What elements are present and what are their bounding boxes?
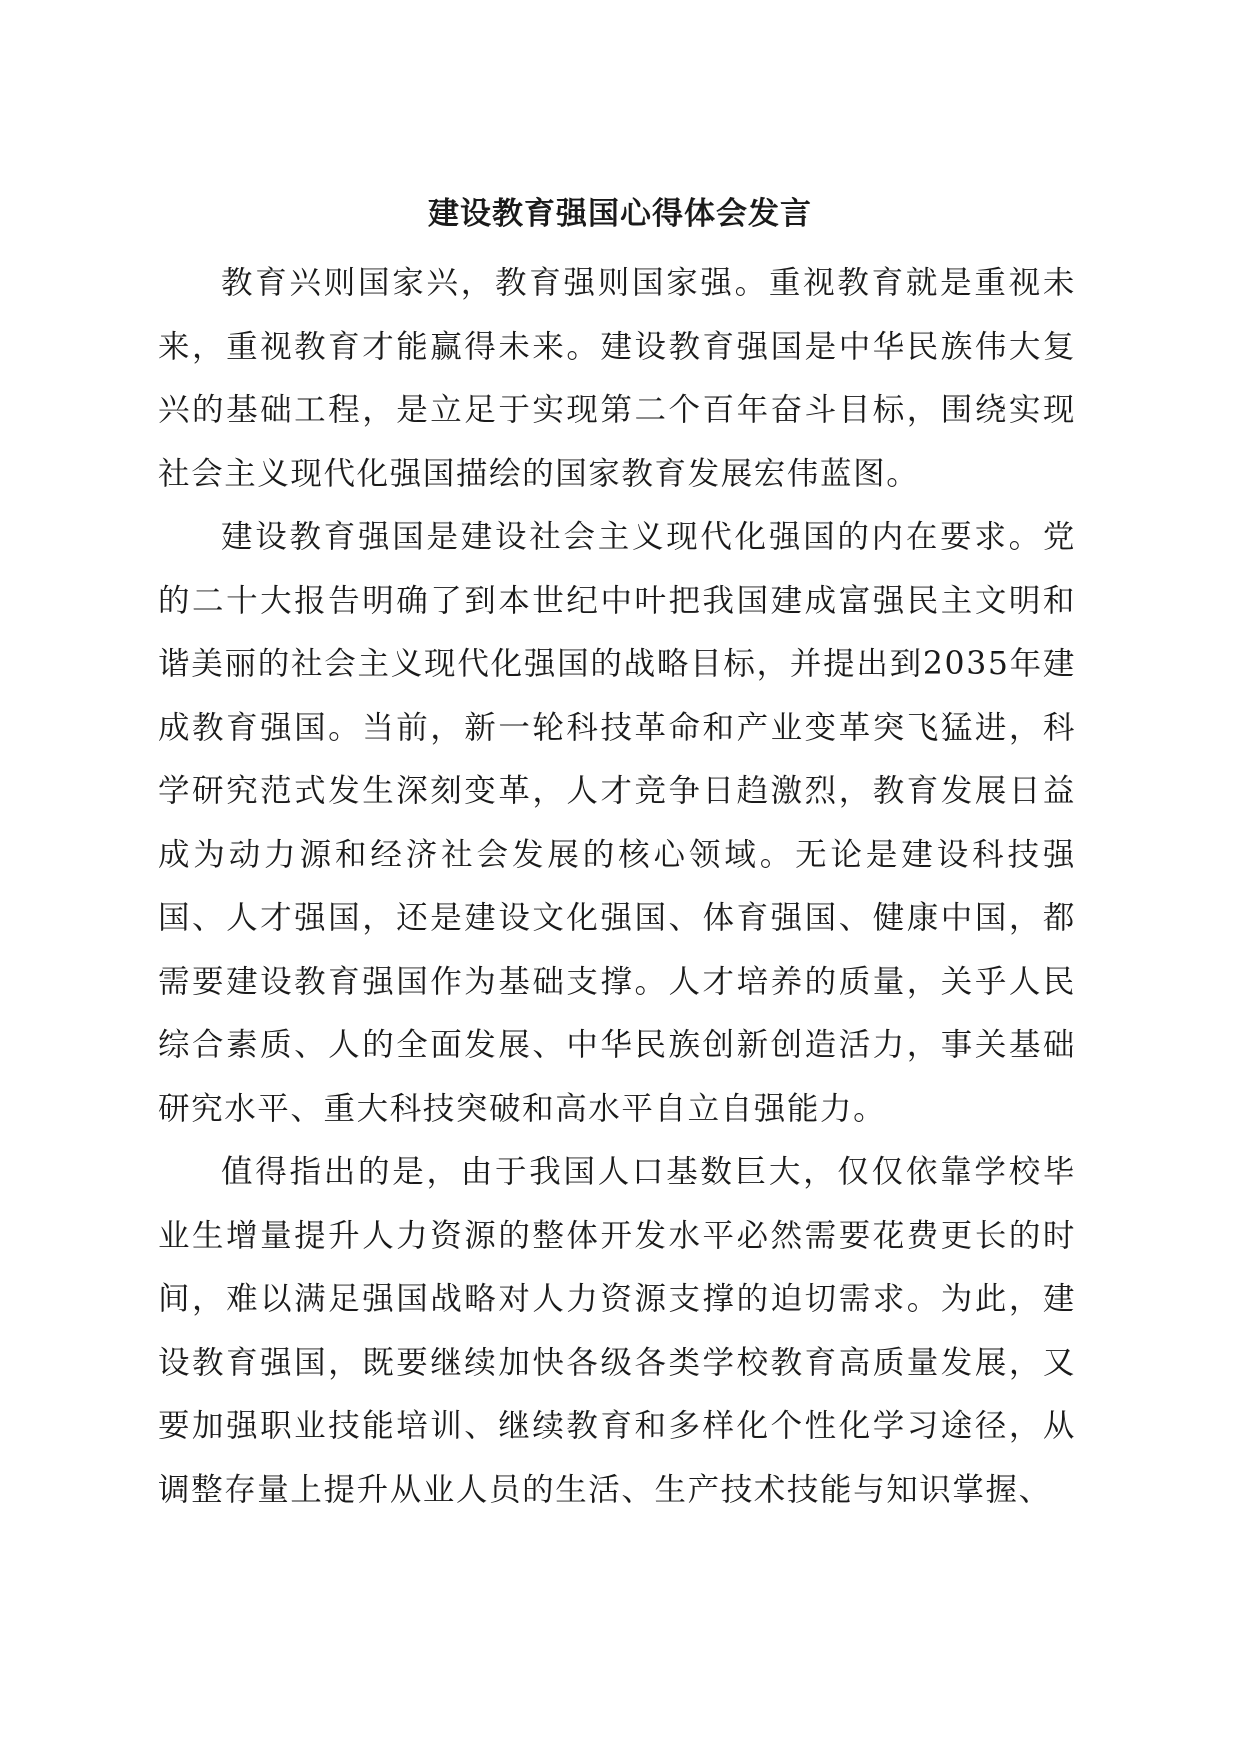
paragraph-2: 建设教育强国是建设社会主义现代化强国的内在要求。党的二十大报告明确了到本世纪中叶把我国建成富强民主文明和谐美丽的社会主义现代化强国的战略目标，并提出到2035年建成教育强国。当前，新一轮科技革命和产业变革突飞猛进，科学研究范式发生深刻变革，人才竞争日趋激烈，教育发展日益成为动力源和经济社会发展的核心领域。无论是建设科技强国、人才强国，还是建设文化强国、体育强国、健康中国，都需要建设教育强国作为基础支撑。人才培养的质量，关乎人民综合素质、人的全面发展、中华民族创新创造活力，事关基础研究水平、重大科技突破和高水平自立自强能力。 xyxy=(158,519,1076,1127)
document-body xyxy=(158,252,1076,1522)
document-title: 建设教育强国心得体会发言 xyxy=(428,196,812,232)
paragraph-3: 值得指出的是，由于我国人口基数巨大，仅仅依靠学校毕业生增量提升人力资源的整体开发水平必然需要花费更长的时间，难以满足强国战略对人力资源支撑的迫切需求。为此，建设教育强国，既要继续加快各级各类学校教育高质量发展，又要加强职业技能培训、继续教育和多样化个性化学习途径，从调整存量上提升从业人员的生活、生产技术技能与知识掌握、 xyxy=(158,1154,1076,1508)
paragraph-1: 教育兴则国家兴，教育强则国家强。重视教育就是重视未来，重视教育才能赢得未来。建设教育强国是中华民族伟大复兴的基础工程，是立足于实现第二个百年奋斗目标，围绕实现社会主义现代化强国描绘的国家教育发展宏伟蓝图。 xyxy=(158,265,1076,492)
